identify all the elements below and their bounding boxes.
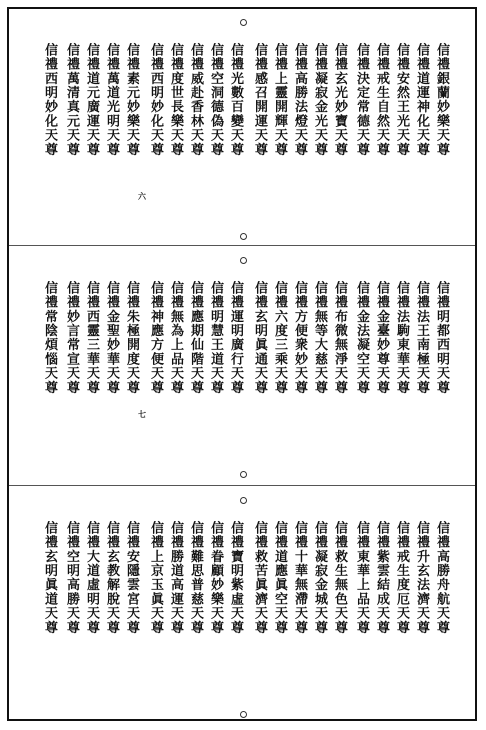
scripture-line: 信禮空洞德偽天尊 [208, 43, 223, 157]
scripture-line: 信禮度世長樂天尊 [168, 43, 183, 157]
scripture-line: 信禮光數百變天尊 [228, 43, 243, 157]
scripture-line: 信禮空明高勝天尊 [64, 521, 79, 635]
scripture-line: 信禮無等大慈天尊 [312, 281, 327, 395]
scripture-line: 信禮玄明眞道天尊 [42, 521, 57, 635]
text-columns [9, 43, 475, 233]
scripture-line: 信禮無為上品天尊 [168, 281, 183, 395]
scripture-line: 信禮安隱雲宮天尊 [124, 521, 139, 635]
scripture-line: 信禮救苦眞濟天尊 [252, 521, 267, 635]
binding-hole-icon [240, 19, 247, 26]
scripture-line: 信禮應期仙階天尊 [188, 281, 203, 395]
scripture-line: 信禮銀蘭妙樂天尊 [434, 43, 449, 157]
binding-hole-icon [240, 497, 247, 504]
scripture-line: 信禮決定常德天尊 [354, 43, 369, 157]
scripture-line: 信禮道運神化天尊 [414, 43, 429, 157]
scripture-line: 信禮西明妙化天尊 [42, 43, 57, 157]
scripture-line: 信禮凝寂金城天尊 [312, 521, 327, 635]
scripture-line: 信禮升玄法濟天尊 [414, 521, 429, 635]
scripture-line: 信禮神應方便天尊 [148, 281, 163, 395]
scripture-line: 信禮救生無色天尊 [332, 521, 347, 635]
scripture-line: 信禮妙言常宣天尊 [64, 281, 79, 395]
binding-hole-icon [240, 233, 247, 240]
scripture-line: 信禮戒生自然天尊 [374, 43, 389, 157]
scripture-line: 信禮明慧王道天尊 [208, 281, 223, 395]
scripture-line: 信禮金法凝空天尊 [354, 281, 369, 395]
scripture-line: 信禮朱極開度天尊 [124, 281, 139, 395]
binding-hole-icon [240, 471, 247, 478]
page-number: 七 [138, 409, 146, 419]
scripture-line: 信禮勝道高運天尊 [168, 521, 183, 635]
panel-divider [9, 485, 475, 486]
panel-divider [9, 245, 475, 246]
scripture-line: 信禮上京玉眞天尊 [148, 521, 163, 635]
scripture-line: 信禮東華上品天尊 [354, 521, 369, 635]
page-frame [7, 7, 477, 721]
scripture-line: 信禮十華無滯天尊 [292, 521, 307, 635]
scripture-line: 信禮高勝舟航天尊 [434, 521, 449, 635]
binding-hole-icon [240, 257, 247, 264]
page-number: 六 [138, 191, 146, 201]
scripture-line: 信禮玄明眞通天尊 [252, 281, 267, 395]
text-columns [9, 281, 475, 471]
scripture-line: 信禮道元廣運天尊 [84, 43, 99, 157]
scripture-panel-1 [9, 19, 475, 241]
scripture-line: 信禮安然王光天尊 [394, 43, 409, 157]
scripture-line: 信禮方便衆妙天尊 [292, 281, 307, 395]
scripture-line: 信禮西明妙化天尊 [148, 43, 163, 157]
scripture-line: 信禮西靈三華天尊 [84, 281, 99, 395]
scripture-line: 信禮玄教解脫天尊 [104, 521, 119, 635]
scripture-line: 信禮高勝法燈天尊 [292, 43, 307, 157]
scripture-line: 信禮感召開運天尊 [252, 43, 267, 157]
scripture-line: 信禮六度三乘天尊 [272, 281, 287, 395]
scripture-line: 信禮金臺妙尊天尊 [374, 281, 389, 395]
scripture-line: 信禮凝寂金光天尊 [312, 43, 327, 157]
scripture-line: 信禮萬道光明天尊 [104, 43, 119, 157]
scripture-panel-3 [9, 497, 475, 719]
binding-hole-icon [240, 711, 247, 718]
scripture-line: 信禮威赴香林天尊 [188, 43, 203, 157]
scripture-line: 信禮法王南極天尊 [414, 281, 429, 395]
scripture-line: 信禮明都西明天尊 [434, 281, 449, 395]
scripture-line: 信禮布微無淨天尊 [332, 281, 347, 395]
scripture-line: 信禮金聖妙華天尊 [104, 281, 119, 395]
scripture-line: 信禮玄光妙寶天尊 [332, 43, 347, 157]
scripture-line: 信禮寶明紫虛天尊 [228, 521, 243, 635]
scripture-line: 信禮戒生度厄天尊 [394, 521, 409, 635]
scripture-line: 信禮常陰煩惱天尊 [42, 281, 57, 395]
scripture-line: 信禮法駒東華天尊 [394, 281, 409, 395]
scripture-line: 信禮大道虛明天尊 [84, 521, 99, 635]
scripture-line: 信禮眷顧妙樂天尊 [208, 521, 223, 635]
scripture-line: 信禮素元妙樂天尊 [124, 43, 139, 157]
scripture-line: 信禮上靈開輝天尊 [272, 43, 287, 157]
scripture-line: 信禮萬清真元天尊 [64, 43, 79, 157]
scripture-line: 信禮難思普慈天尊 [188, 521, 203, 635]
scripture-line: 信禮紫雲結成天尊 [374, 521, 389, 635]
scripture-line: 信禮運明廣行天尊 [228, 281, 243, 395]
text-columns [9, 521, 475, 711]
scripture-panel-2 [9, 257, 475, 479]
scripture-line: 信禮道應眞空天尊 [272, 521, 287, 635]
